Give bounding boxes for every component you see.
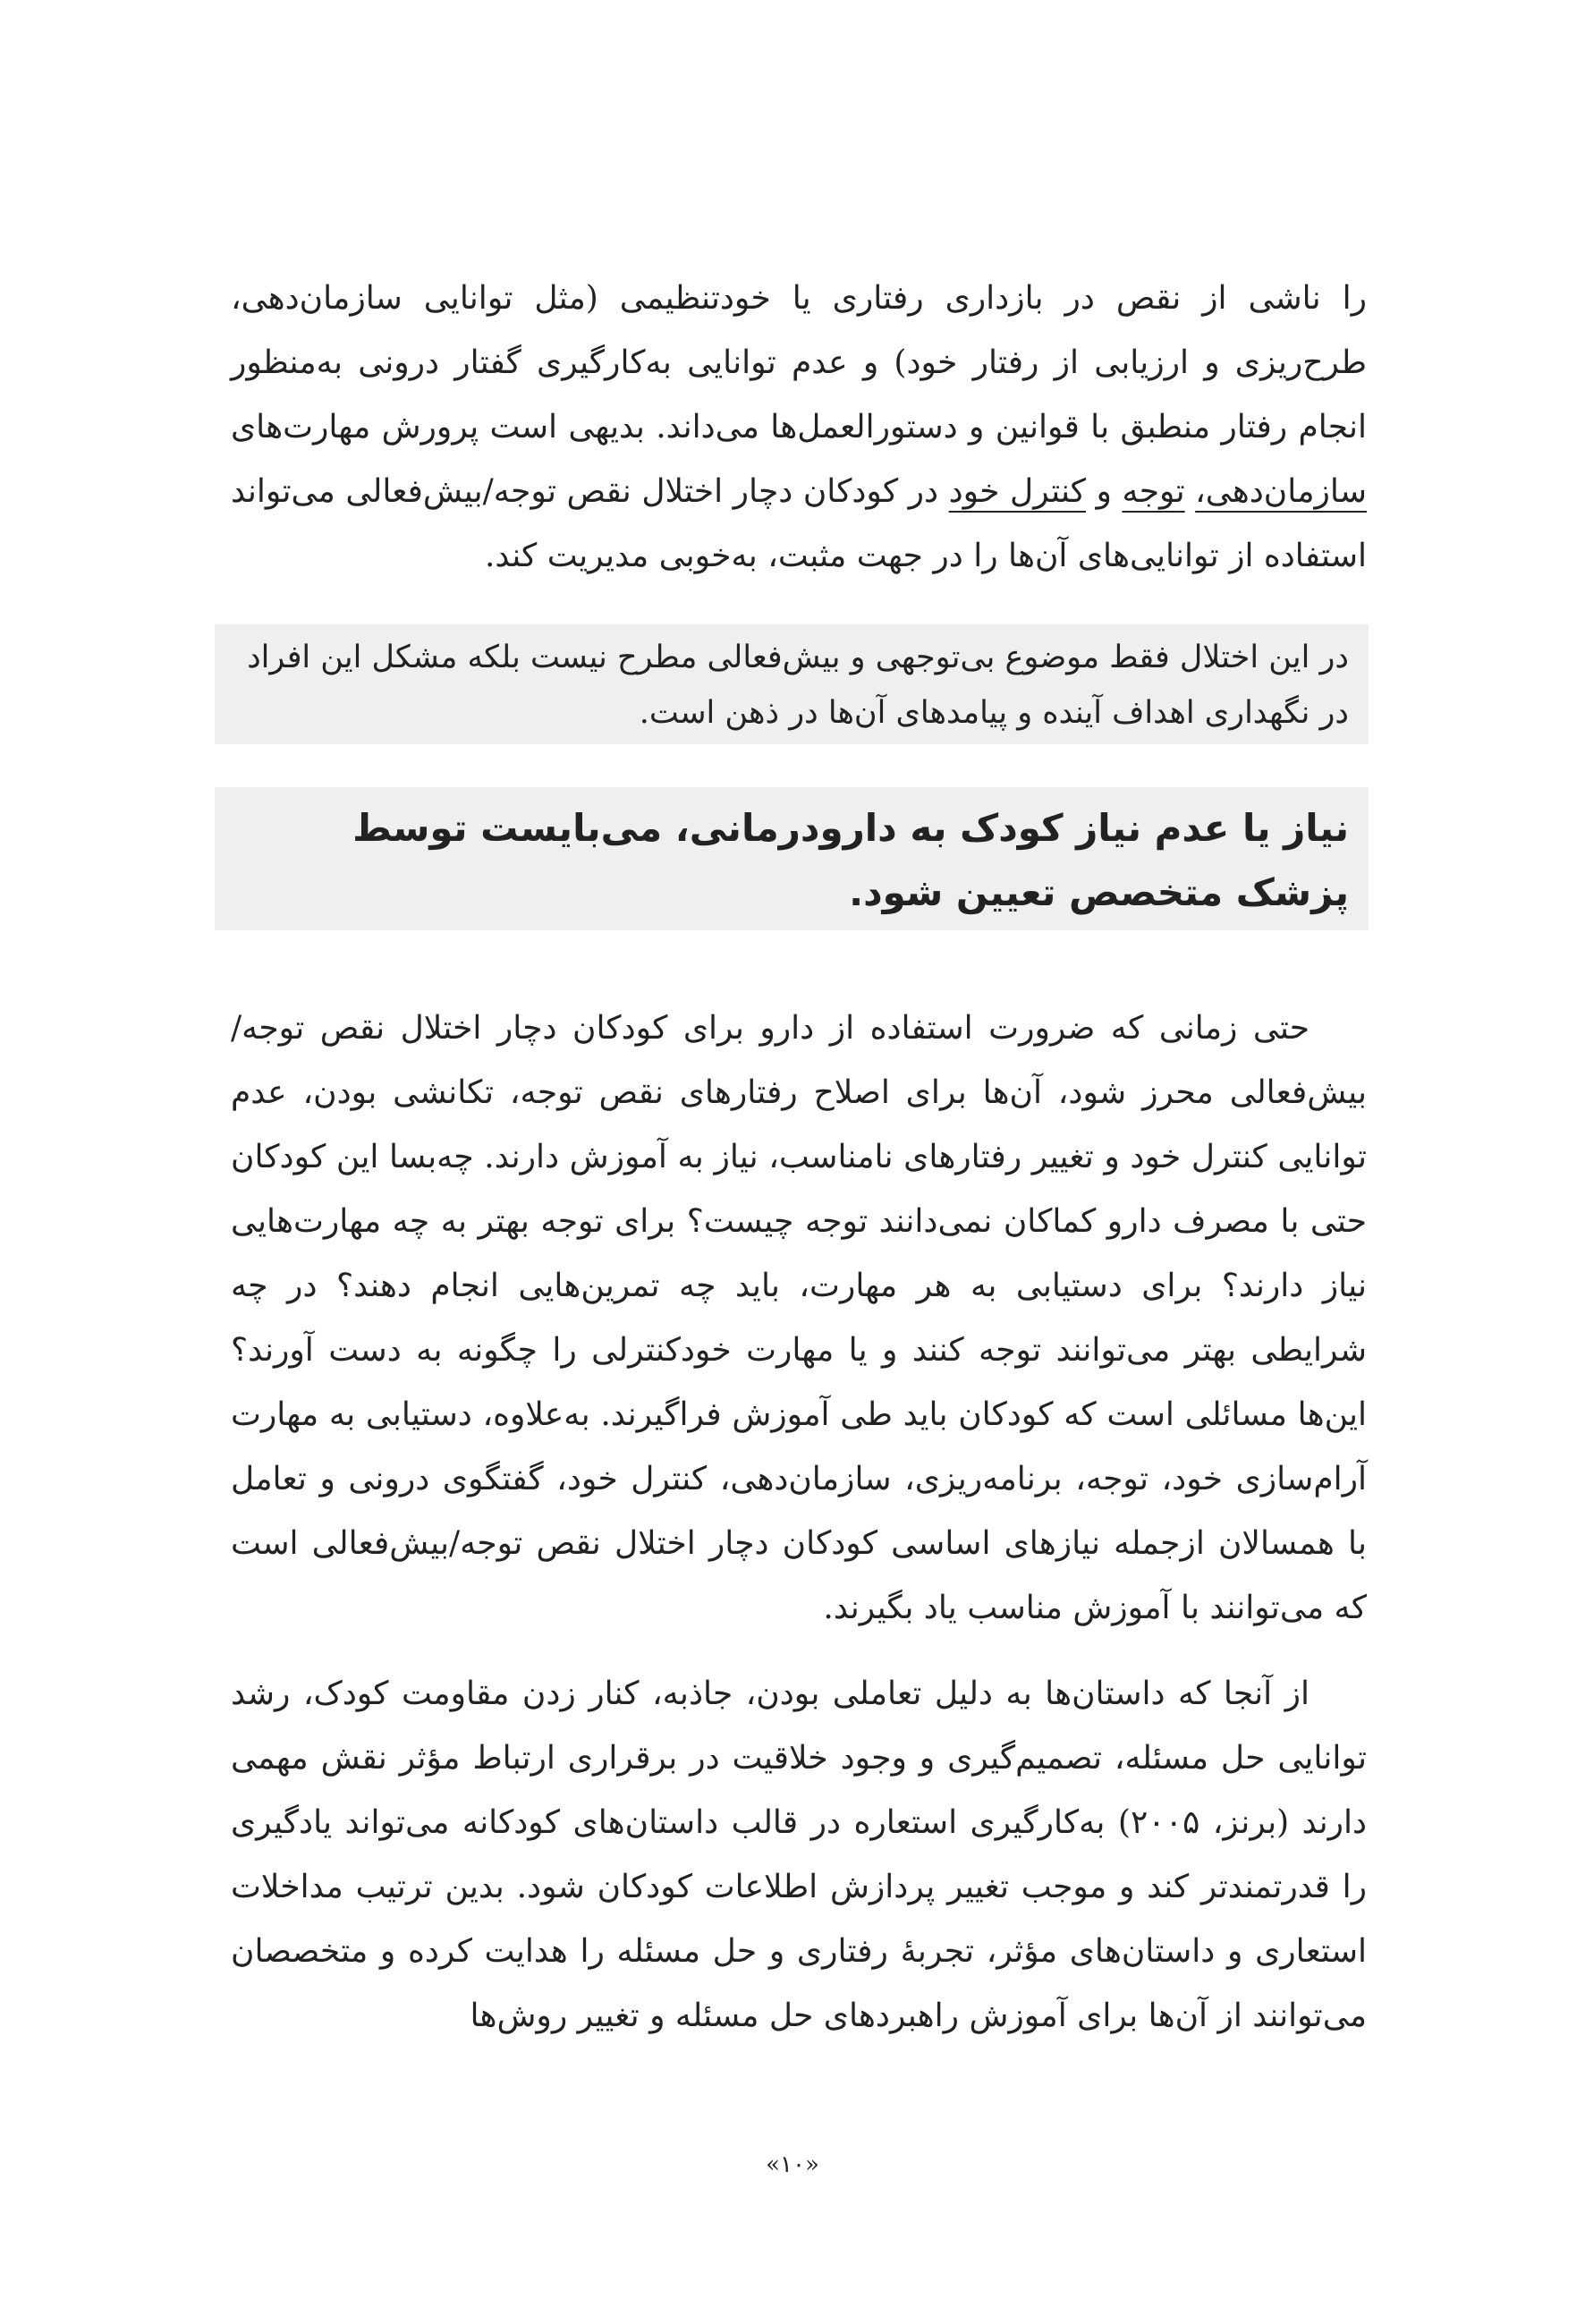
term-attention: توجه — [1122, 473, 1185, 510]
page-number: «۱۰» — [766, 2151, 819, 2178]
highlight-heading-text: نیاز یا عدم نیاز کودک به دارودرمانی، می‌بایست توسط پزشک متخصص تعیین شود. — [352, 806, 1349, 914]
conjunction: و — [1096, 473, 1112, 510]
intro-paragraph — [231, 267, 1367, 589]
intro-text-part1: را ناشی از نقص در بازداری رفتاری یا خودتنظیمی (مثل توانایی سازمان‌دهی، طرح‌ریزی و ارزیابی از رفتار خود) و عدم توانایی به‌کارگیری گفتار درونی به‌منظور انجام رفتار منطبق با قوانین و دستورالعمل‌ها می‌داند. بدیهی است پرورش مهارت‌های — [231, 280, 1367, 445]
body-paragraph-1: حتی زمانی که ضرورت استفاده از دارو برای کودکان دچار اختلال نقص توجه/بیش‌فعالی محرز شود، آن‌ها برای اصلاح رفتارهای نقص توجه، تکانشی بودن، عدم توانایی کنترل خود و تغییر رفتارهای نامناسب، نیاز به آموزش دارند. چه‌بسا این کودکان حتی با مصرف دارو کماکان نمی‌دانند توجه چیست؟ برای توجه بهتر به چه مهارت‌هایی نیاز دارند؟ برای دستیابی به هر مهارت، باید چه تمرین‌هایی انجام دهند؟ در چه شرایطی بهتر می‌توانند توجه کنند و یا مهارت خودکنترلی را چگونه به دست آورند؟ این‌ها مسائلی است که کودکان باید طی آموزش فراگیرند. به‌علاوه، دستیابی به مهارت آرام‌سازی خود، توجه، برنامه‌ریزی، سازمان‌دهی، کنترل خود، گفتگوی درونی و تعامل با همسالان ازجمله نیازهای اساسی کودکان دچار اختلال نقص توجه/بیش‌فعالی است که می‌توانند با آموزش مناسب یاد بگیرند. — [231, 1010, 1367, 1626]
highlight-heading-medication — [215, 787, 1369, 930]
body-paragraph-2: از آنجا که داستان‌ها به دلیل تعاملی بودن، جاذبه، کنار زدن مقاومت کودک، رشد توانایی حل مسئله، تصمیم‌گیری و وجود خلاقیت در برقراری ارتباط مؤثر نقش مهمی دارند (برنز، ۲۰۰۵) به‌کارگیری استعاره در قالب داستان‌های کودکانه می‌تواند یادگیری را قدرتمندتر کند و موجب تغییر پردازش اطلاعات کودکان شود. بدین ترتیب مداخلات استعاری و داستان‌های مؤثر، تجربهٔ رفتاری و حل مسئله را هدایت کرده و متخصصان می‌توانند از آن‌ها برای آموزش راهبردهای حل مسئله و تغییر روش‌ها — [231, 1675, 1368, 2034]
term-self-control: کنترل خود — [948, 473, 1086, 510]
term-organization: سازمان‌دهی، — [1195, 473, 1368, 510]
highlight-box-text: در این اختلال فقط موضوع بی‌توجهی و بیش‌فعالی مطرح نیست بلکه مشکل این افراد در نگهداری اهداف آینده و پیامدهای آن‌ها در ذهن است. — [247, 640, 1349, 731]
highlight-box-adhd-note — [215, 624, 1369, 744]
intro-text-part2: در کودکان دچار اختلال نقص توجه/بیش‌فعالی می‌تواند استفاده از توانایی‌های آن‌ها را در جهت مثبت، به‌خوبی مدیریت کند. — [231, 473, 1367, 574]
